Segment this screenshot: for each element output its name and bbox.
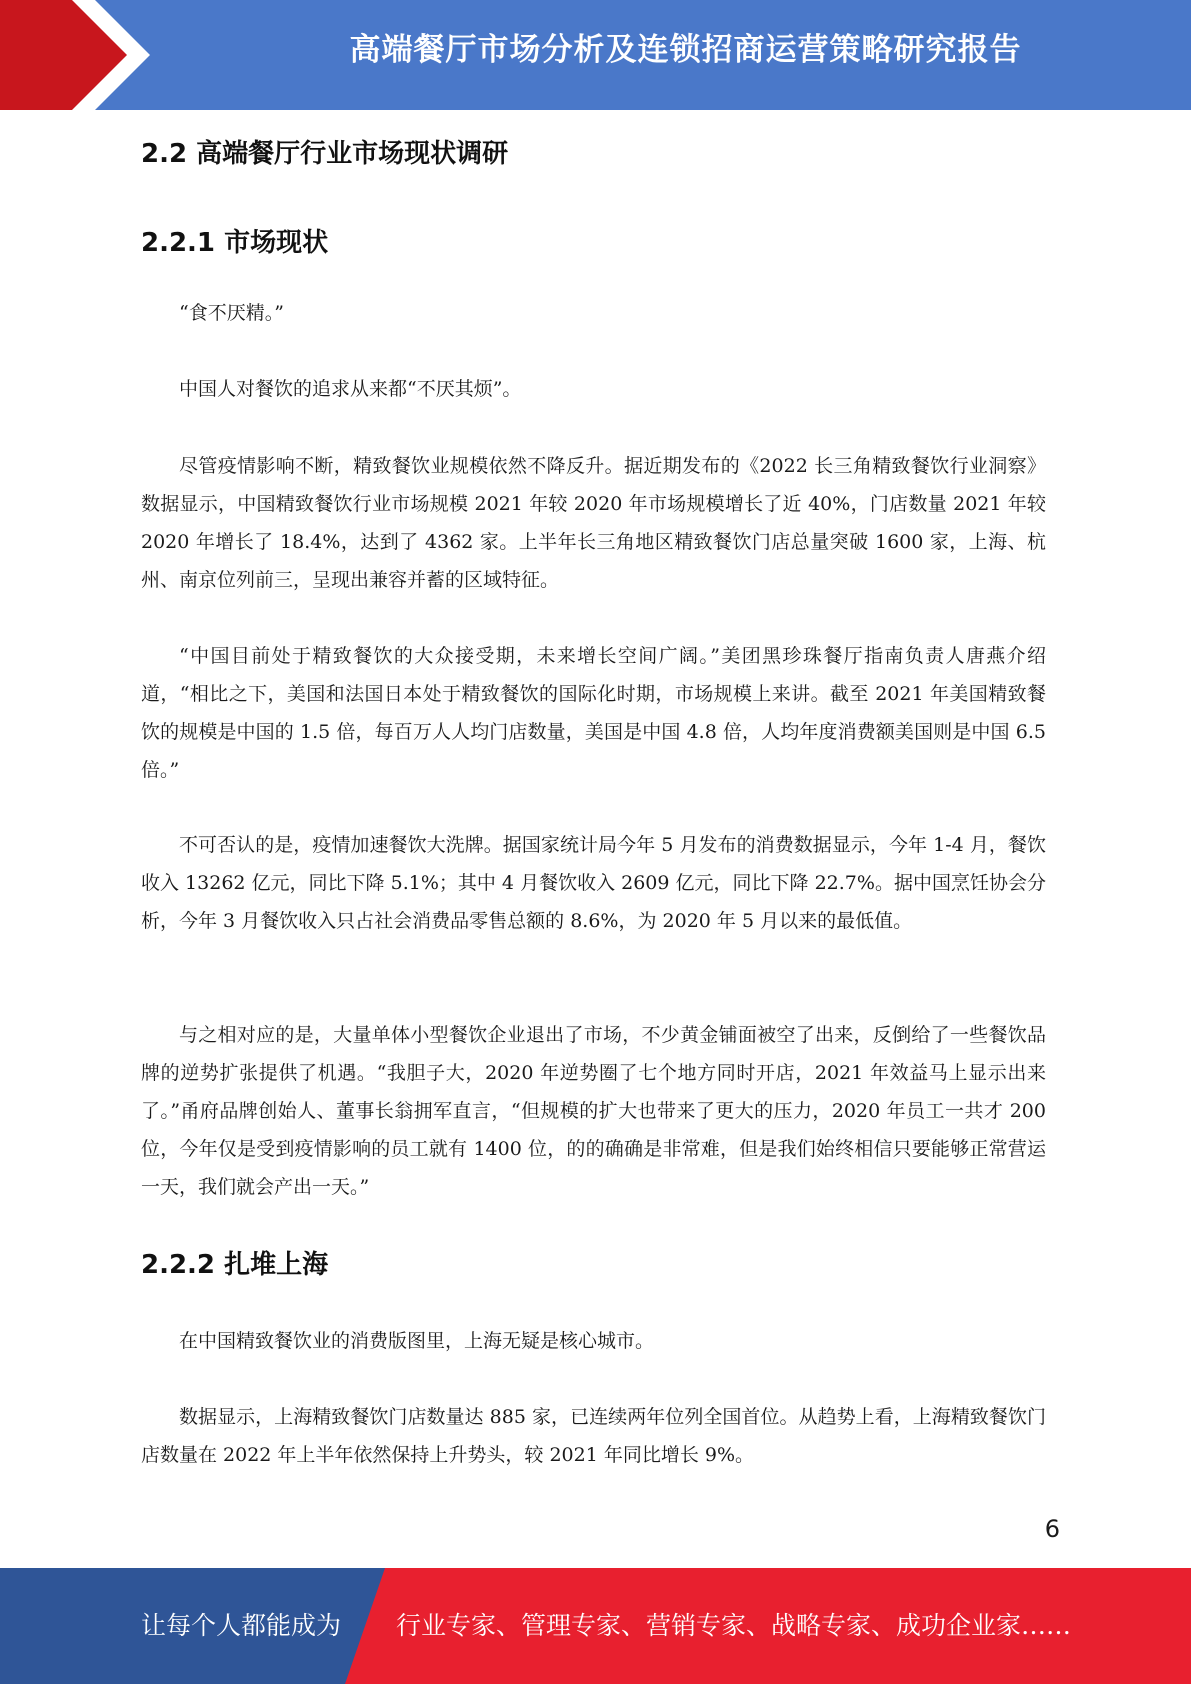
paragraph: 与之相对应的是，大量单体小型餐饮企业退出了市场，不少黄金铺面被空了出来，反倒给了一些餐饮品牌的逆势扩张提供了机遇。“我胆子大，2020 年逆势圈了七个地方同时开店，2021 年效益马上显示出来了。”甬府品牌创始人、董事长翁拥军直言，“但规模的扩大也带来了更大的压力，2020 年员工一共才 200 位，今年仅是受到疫情影响的员工就有 1400 位，的的确确是非常难，但是我们始终相信只要能够正常营运一天，我们就会产出一天。” (141, 1024, 1046, 1198)
footer-slogan-right: 行业专家、管理专家、营销专家、战略专家、成功企业家…… (396, 1611, 1072, 1640)
page-footer (0, 1568, 1191, 1684)
paragraph: 不可否认的是，疫情加速餐饮大洗牌。据国家统计局今年 5 月发布的消费数据显示，今年 1-4 月，餐饮收入 13262 亿元，同比下降 5.1%；其中 4 月餐饮收入 2609 亿元，同比下降 22.7%。据中国烹饪协会分析，今年 3 月餐饮收入只占社会消费品零售总额的 8.6%，为 2020 年 5 月以来的最低值。 (141, 834, 1046, 932)
paragraph: “中国目前处于精致餐饮的大众接受期，未来增长空间广阔。”美团黑珍珠餐厅指南负责人唐燕介绍道，“相比之下，美国和法国日本处于精致餐饮的国际化时期，市场规模上来讲。截至 2021 年美国精致餐饮的规模是中国的 1.5 倍，每百万人人均门店数量，美国是中国 4.8 倍，人均年度消费额美国则是中国 6.5 倍。” (141, 645, 1046, 781)
section-heading-2-2-2: 2.2.2 扎堆上海 (141, 1250, 329, 1280)
paragraph: 尽管疫情影响不断，精致餐饮业规模依然不降反升。据近期发布的《2022 长三角精致餐饮行业洞察》数据显示，中国精致餐饮行业市场规模 2021 年较 2020 年市场规模增长了近 40%，门店数量 2021 年较 2020 年增长了 18.4%，达到了 4362 家。上半年长三角地区精致餐饮门店总量突破 1600 家，上海、杭州、南京位列前三，呈现出兼容并蓄的区域特征。 (141, 455, 1046, 591)
page-number: 6 (1044, 1515, 1060, 1543)
paragraph: 中国人对餐饮的追求从来都“不厌其烦”。 (179, 378, 522, 400)
paragraph: “食不厌精。” (179, 302, 284, 324)
header-chevron-shape (0, 0, 160, 110)
footer-slogan-left: 让每个人都能成为 (141, 1611, 342, 1640)
page-header (0, 0, 1191, 110)
paragraph: 数据显示，上海精致餐饮门店数量达 885 家，已连续两年位列全国首位。从趋势上看，上海精致餐饮门店数量在 2022 年上半年依然保持上升势头，较 2021 年同比增长 9%。 (141, 1406, 1046, 1466)
paragraph: 在中国精致餐饮业的消费版图里，上海无疑是核心城市。 (179, 1330, 655, 1352)
report-title: 高端餐厅市场分析及连锁招商运营策略研究报告 (349, 32, 1022, 68)
section-heading-2-2-1: 2.2.1 市场现状 (141, 228, 329, 258)
section-heading-2-2: 2.2 高端餐厅行业市场现状调研 (141, 139, 509, 169)
